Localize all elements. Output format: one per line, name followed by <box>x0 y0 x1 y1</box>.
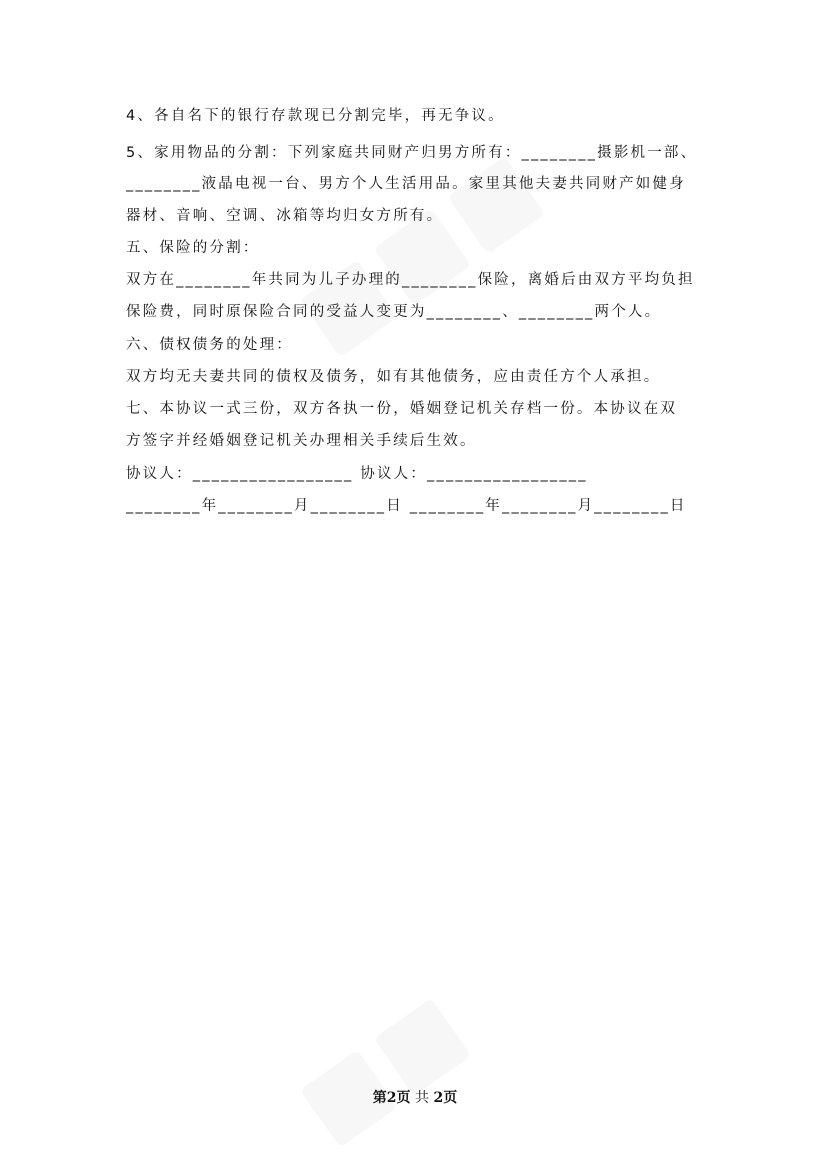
page-footer <box>0 1088 830 1108</box>
total-label: 共 <box>415 1090 429 1106</box>
section-6-debts-heading: 六、债权债务的处理： <box>126 337 293 353</box>
insurance-clause-line-2: 保险费，同时原保险合同的受益人变更为________、________两个人。 <box>126 304 662 320</box>
current-page-number: 2 <box>386 1090 397 1106</box>
section-7-copies-line-1: 七、本协议一式三份，双方各执一份，婚姻登记机关存档一份。本协议在双 <box>126 401 678 417</box>
page-label-prefix: 第 <box>372 1090 387 1106</box>
signature-line: 协议人：_________________ 协议人：_________________ <box>126 466 588 482</box>
section-7-copies-line-2: 方签字并经婚姻登记机关办理相关手续后生效。 <box>126 433 477 449</box>
debts-clause: 双方均无夫妻共同的债权及债务，如有其他债务，应由责任方个人承担。 <box>126 369 661 385</box>
clause-5-household-items-line-3: 器材、音响、空调、冰箱等均归女方所有。 <box>126 208 444 224</box>
clause-5-household-items-line-1: 5、家用物品的分割：下列家庭共同财产归男方所有：________摄影机一部、 <box>126 145 698 161</box>
total-pages-number: 2 <box>433 1090 444 1106</box>
total-unit: 页 <box>443 1090 458 1106</box>
date-line: ________年________月________日 ________年________月________日 <box>126 498 687 514</box>
section-5-insurance-heading: 五、保险的分割： <box>126 240 260 256</box>
clause-5-household-items-line-2: ________液晶电视一台、男方个人生活用品。家里其他夫妻共同财产如健身 <box>126 176 686 192</box>
page-unit: 页 <box>396 1090 411 1106</box>
insurance-clause-line-1: 双方在________年共同为儿子办理的________保险，离婚后由双方平均负担 <box>126 272 695 288</box>
clause-4-bank-deposits: 4、各自名下的银行存款现已分割完毕，再无争议。 <box>126 108 505 124</box>
